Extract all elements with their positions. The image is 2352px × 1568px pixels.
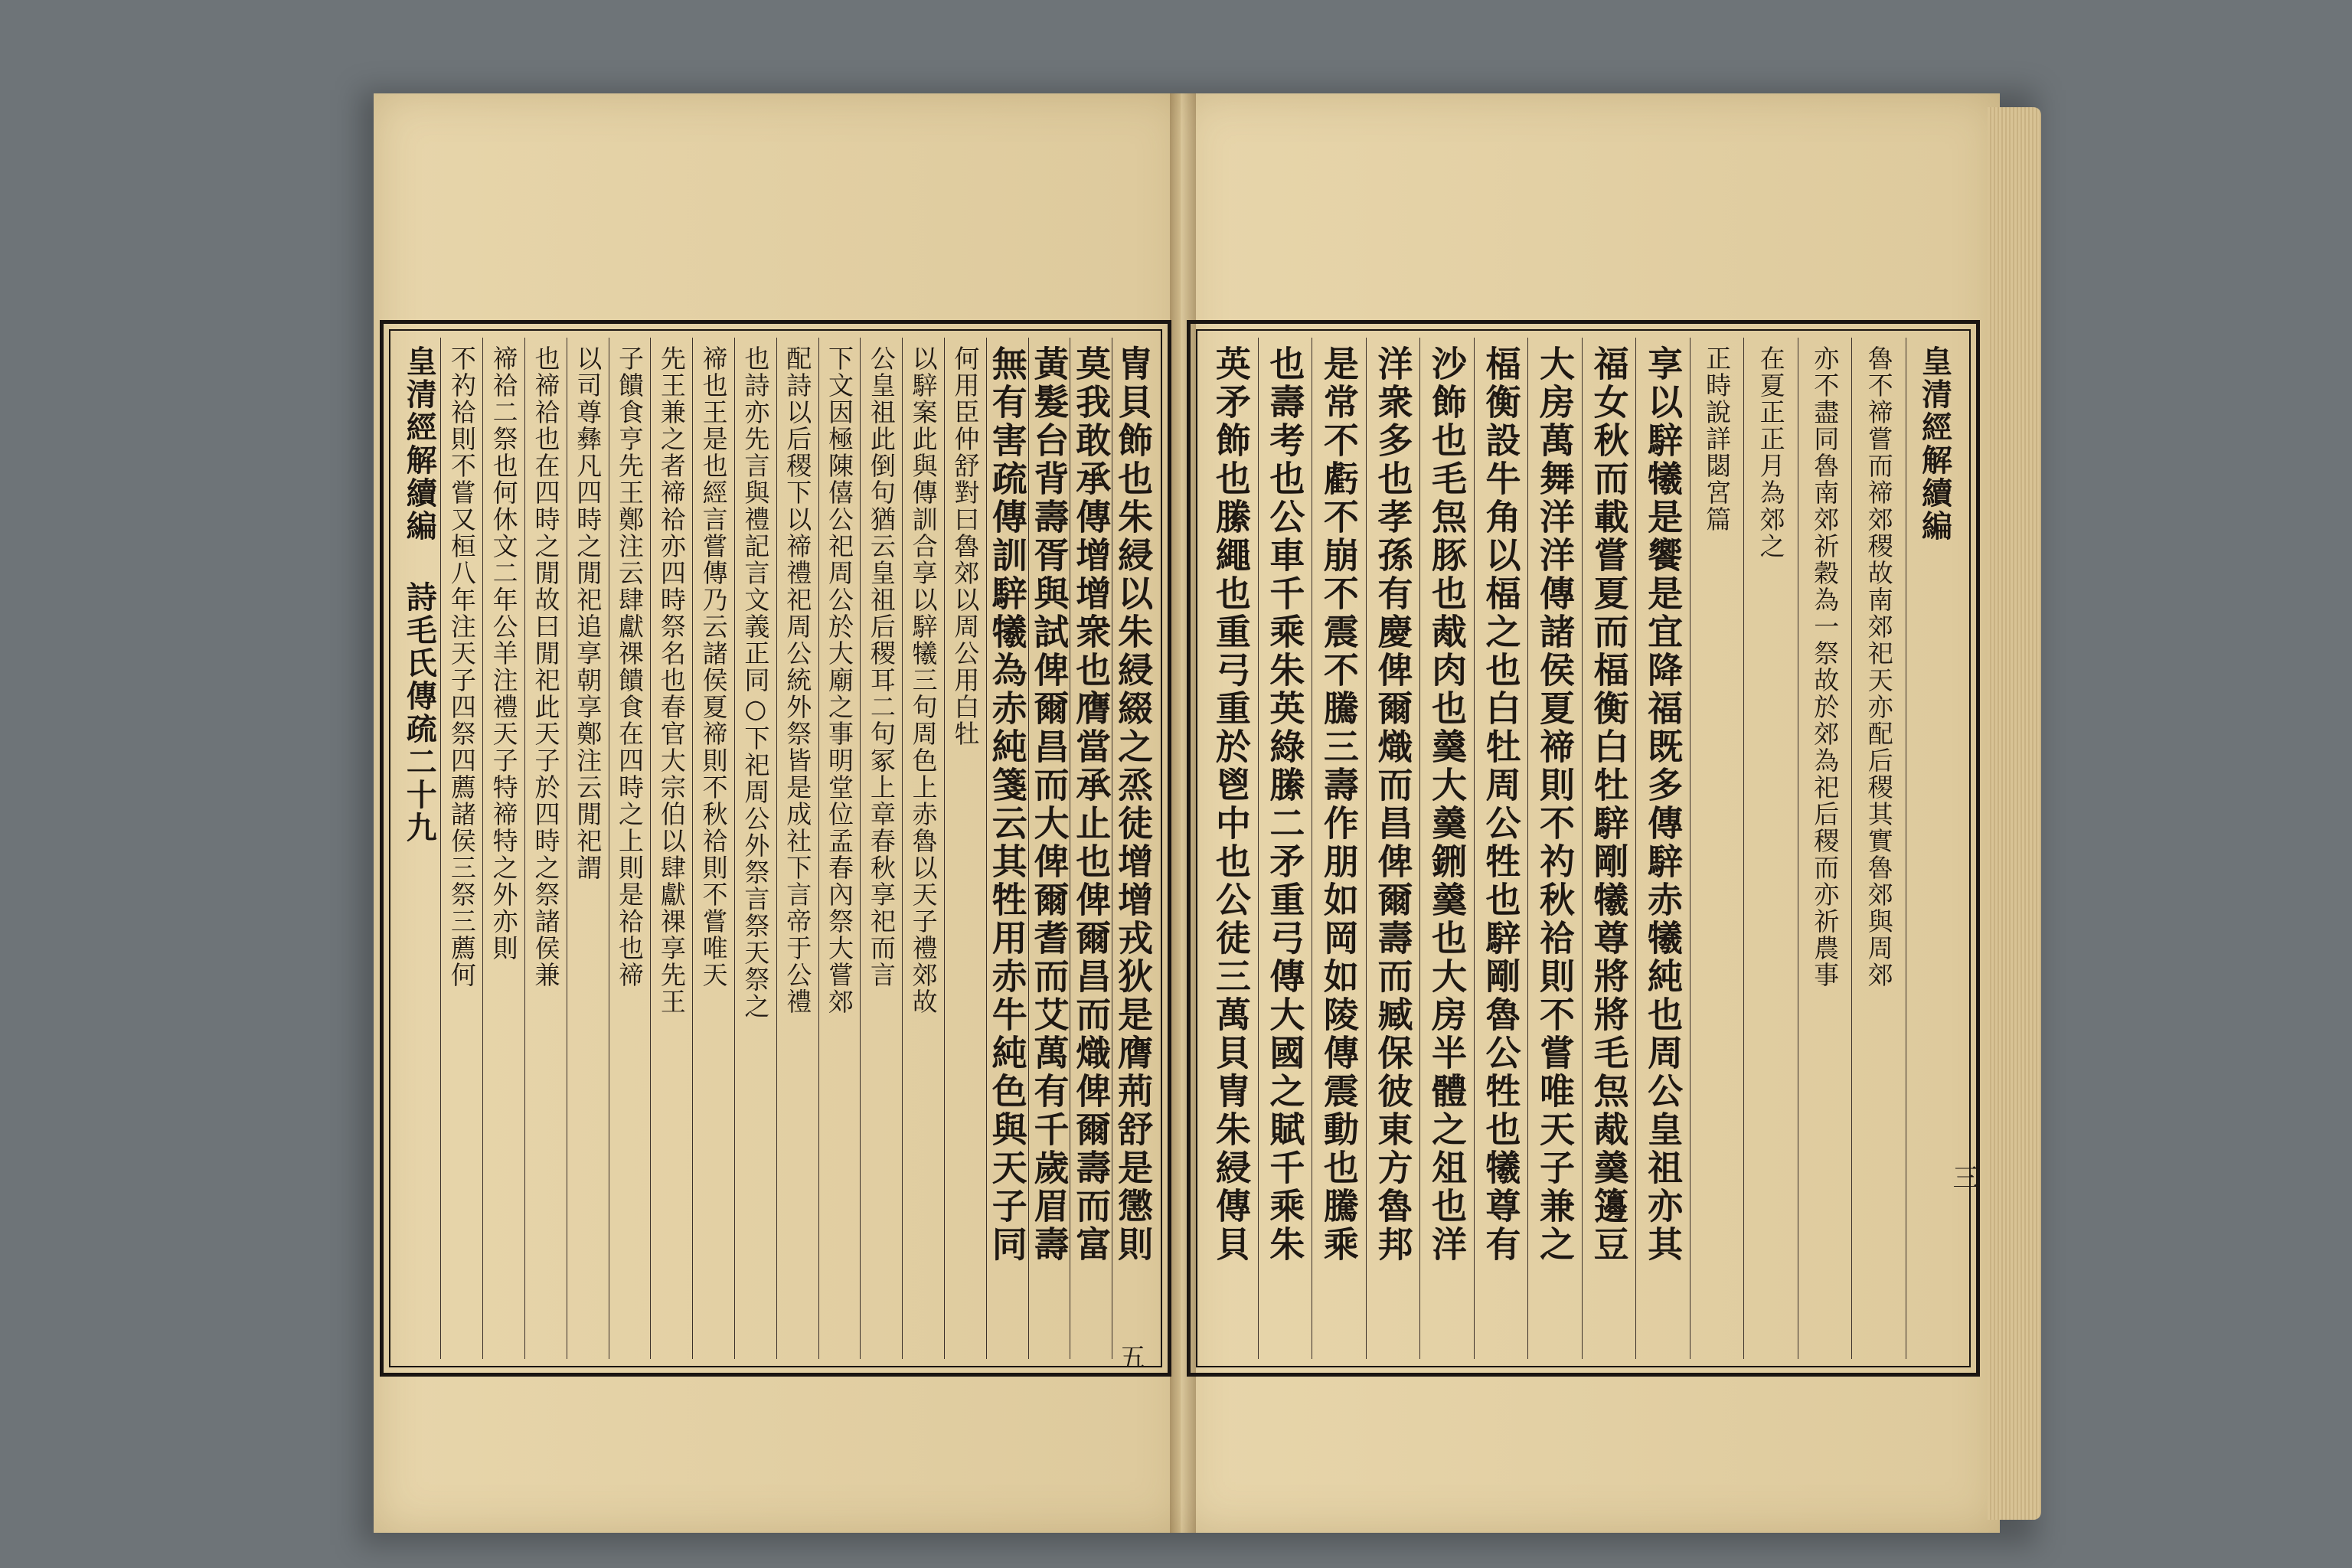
text-column-text: 英矛飾也縢繩也重弓重於鬯中也公徒三萬貝冑朱綅傳貝	[1210, 345, 1252, 1264]
right-folio-number: 三	[1948, 1164, 1978, 1190]
text-column	[609, 338, 651, 1359]
text-column-text: 無有害疏傳訓騂犧為赤純箋云其牲用赤牛純色與天子同	[986, 345, 1028, 1264]
left-folio-number: 五	[1115, 1344, 1145, 1370]
text-column	[1798, 338, 1852, 1359]
left-columns	[397, 338, 1154, 1359]
text-column	[1582, 338, 1636, 1359]
text-column	[1312, 338, 1366, 1359]
text-column-text: 享以騂犧是饗是宜降福既多傳騂赤犧純也周公皇祖亦其	[1642, 345, 1684, 1264]
text-column-text: 沙飾也毛炰豚也胾肉也羹大羹鉶羹也大房半體之俎也洋	[1426, 345, 1468, 1264]
text-column-text: 不礿祫則不嘗又桓八年注天子四祭四薦諸侯三祭三薦何	[446, 345, 477, 988]
text-column	[986, 338, 1028, 1359]
text-column	[734, 338, 776, 1359]
text-column-text: 莫我敢承傳增增衆也膺當承止也俾爾昌而熾俾爾壽而富	[1070, 345, 1112, 1264]
text-column-text: 以騂案此與傳訓合享以騂犧三句周色上赤魯以天子禮郊故	[908, 345, 939, 1015]
text-column	[902, 338, 944, 1359]
text-column-text: 配詩以后稷下以禘禮祀周公統外祭皆是成社下言帝于公禮	[782, 345, 813, 1015]
text-column	[1258, 338, 1312, 1359]
running-header	[1906, 338, 1962, 1359]
text-column	[524, 338, 567, 1359]
text-column-text: 禘祫二祭也何休文二年公羊注禮天子特禘特之外亦則	[488, 345, 519, 962]
running-header-text: 皇清經解續編 詩毛氏傳疏二十九	[401, 345, 438, 844]
text-column-text: 冑貝飾也朱綅以朱綅綴之烝徒增增戎狄是膺荊舒是懲則	[1112, 345, 1154, 1264]
text-column	[567, 338, 609, 1359]
text-column	[1851, 338, 1906, 1359]
text-column	[440, 338, 482, 1359]
text-column	[1028, 338, 1070, 1359]
text-column	[1112, 338, 1154, 1359]
text-column	[650, 338, 692, 1359]
text-column	[944, 338, 986, 1359]
text-column	[860, 338, 902, 1359]
text-column	[1204, 338, 1258, 1359]
text-column-text: 也詩亦先言與禮記言文義正同○下祀周公外祭言祭天祭之	[740, 345, 771, 1020]
text-column	[1690, 338, 1744, 1359]
text-column-text: 在夏正正月為郊之	[1756, 345, 1786, 560]
page-edges	[1988, 107, 2041, 1520]
text-column-text: 子饋食亨先王鄭注云肆獻祼饋食在四時之上則是祫也禘	[615, 345, 645, 988]
text-column-text: 福女秋而載嘗夏而楅衡白牡騂剛犧尊將將毛炰胾羹籩豆	[1588, 345, 1630, 1264]
text-column-text: 下文因極陳僖公祀周公於大廟之事明堂位孟春內祭大嘗郊	[825, 345, 855, 1015]
text-column	[692, 338, 734, 1359]
running-header-text: 皇清經解續編	[1916, 345, 1953, 543]
text-column-text: 何用臣仲舒對曰魯郊以周公用白牡	[950, 345, 981, 747]
right-columns	[1204, 338, 1962, 1359]
text-column	[776, 338, 818, 1359]
text-column-text: 是常不虧不崩不震不騰三壽作朋如岡如陵傳震動也騰乘	[1318, 345, 1360, 1264]
text-column	[1743, 338, 1798, 1359]
left-text-frame	[380, 320, 1171, 1377]
text-column-text: 以司尊彝凡四時之閒祀追享朝享鄭注云閒祀謂	[573, 345, 603, 881]
text-column	[1474, 338, 1528, 1359]
text-column	[1070, 338, 1112, 1359]
running-header	[397, 338, 440, 1359]
text-column	[1366, 338, 1420, 1359]
text-column-text: 魯不禘嘗而禘郊稷故南郊祀天亦配后稷其實魯郊與周郊	[1864, 345, 1894, 988]
text-column-text: 正時說詳閟宮篇	[1702, 345, 1733, 533]
text-column-text: 黃髮台背壽胥與試俾爾昌而大俾爾耆而艾萬有千歲眉壽	[1028, 345, 1070, 1264]
text-column	[1527, 338, 1582, 1359]
text-column	[1419, 338, 1474, 1359]
right-text-frame	[1187, 320, 1980, 1377]
text-column-text: 大房萬舞洋洋傳諸侯夏禘則不礿秋祫則不嘗唯天子兼之	[1534, 345, 1576, 1264]
text-column	[482, 338, 524, 1359]
text-column-text: 也壽考也公車千乘朱英綠縢二矛重弓傳大國之賦千乘朱	[1264, 345, 1306, 1264]
text-column-text: 先王兼之者禘祫亦四時祭名也春官大宗伯以肆獻祼享先王	[656, 345, 687, 1015]
text-column-text: 公皇祖此倒句猶云皇祖后稷耳二句冢上章春秋享祀而言	[866, 345, 897, 988]
text-column	[818, 338, 861, 1359]
text-column-text: 洋衆多也孝孫有慶俾爾熾而昌俾爾壽而臧保彼東方魯邦	[1372, 345, 1414, 1264]
text-column	[1635, 338, 1690, 1359]
text-column-text: 亦不盡同魯南郊祈穀為一祭故於郊為祀后稷而亦祈農事	[1810, 345, 1841, 988]
text-column-text: 也禘祫也在四時之閒故曰閒祀此天子於四時之祭諸侯兼	[531, 345, 561, 988]
text-column-text: 禘也王是也經言嘗傳乃云諸侯夏禘則不秋祫則不嘗唯天	[698, 345, 729, 988]
text-column-text: 楅衡設牛角以楅之也白牡周公牲也騂剛魯公牲也犧尊有	[1480, 345, 1522, 1264]
